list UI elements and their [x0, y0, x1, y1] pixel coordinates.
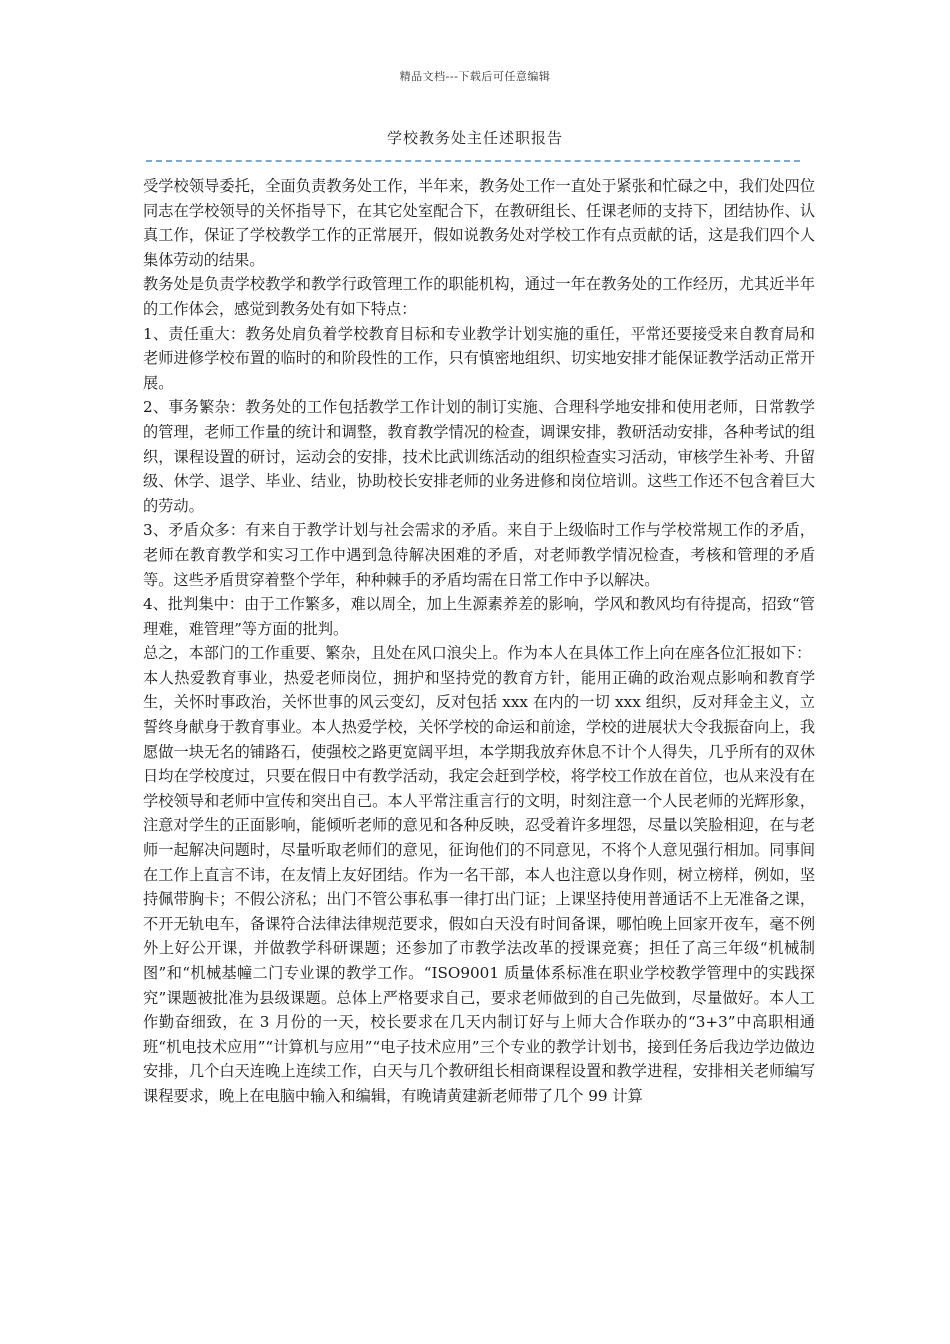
paragraph: 受学校领导委托，全面负责教务处工作，半年来，教务处工作一直处于紧张和忙碌之中，我们处四位同志在学校领导的关怀指导下，在其它处室配合下，在教研组长、任课老师的支持下，团结协作、认真工作，保证了学校教学工作的正常展开，假如说教务处对学校工作有点贡献的话，这是我们四个人集体劳动的结果。 — [143, 177, 815, 269]
paragraph: 2、事务繁杂：教务处的工作包括教学工作计划的制订实施、合理科学地安排和使用老师，日常教学的管理，老师工作量的统计和调整，教育教学情况的检查，调课安排，教研活动安排，各种考试的组织，课程设置的研讨，运动会的安排，技术比武训练活动的组织检查实习活动，审核学生补考、升留级、休学、退学、毕业、结业，协助校长安排老师的业务进修和岗位培训。这些工作还不包含着巨大的劳动。 — [143, 398, 815, 515]
header-note: 精品文档---下载后可任意编辑 — [399, 70, 551, 83]
paragraph: 教务处是负责学校教学和教学行政管理工作的职能机构，通过一年在教务处的工作经历，尤其近半年的工作体会，感觉到教务处有如下特点： — [143, 275, 815, 318]
document-body — [143, 174, 815, 1109]
paragraph: 3、矛盾众多：有来自于教学计划与社会需求的矛盾。来自于上级临时工作与学校常规工作的矛盾，老师在教育教学和实习工作中遇到急待解决困难的矛盾，对老师教学情况检查，考核和管理的矛盾等。这些矛盾贯穿着整个学年，种种棘手的矛盾均需在日常工作中予以解决。 — [143, 521, 815, 589]
paragraph: 1、责任重大：教务处肩负着学校教育目标和专业教学计划实施的重任，平常还要接受来自教育局和老师进修学校布置的临时的和阶段性的工作，只有慎密地组织、切实地安排才能保证教学活动正常开展。 — [143, 324, 815, 392]
paragraph: 总之，本部门的工作重要、繁杂，且处在风口浪尖上。作为本人在具体工作上向在座各位汇报如下： — [143, 644, 812, 663]
paragraph: 4、批判集中：由于工作繁多，难以周全，加上生源素养差的影响，学风和教风均有待提高，招致“管理难，难管理”等方面的批判。 — [143, 595, 815, 638]
paragraph: 本人热爱教育事业，热爱老师岗位，拥护和坚持党的教育方针，能用正确的政治观点影响和教育学生，关怀时事政治，关怀世事的风云变幻，反对包括 xxx 在内的一切 xxx 组织，反对拜金主义，立誓终身献身于教育事业。本人热爱学校，关怀学校的命运和前途，学校的进展状大令我振奋向上，我愿做一块无名的铺路石，使强校之路更宽阔平坦，本学期我放弃休息不计个人得失，几乎所有的双休日均在学校度过，只要在假日中有教学活动，我定会赶到学校，将学校工作放在首位，也从来没有在学校领导和老师中宣传和突出自己。本人平常注重言行的文明，时刻注意一个人民老师的光辉形象，注意对学生的正面影响，能倾听老师的意见和各种反映，忍受着许多埋怨，尽量以笑脸相迎，在与老师一起解决问题时，尽量听取老师们的意见，征询他们的不同意见，不将个人意见强行相加。同事间在工作上直言不讳，在友情上友好团结。作为一名干部，本人也注意以身作则，树立榜样，例如，坚持佩带胸卡；不假公济私；出门不管公事私事一律打出门证；上课坚持使用普通话不上无准备之课，不开无轨电车，备课符合法律法律规范要求，假如白天没有时间备课，哪怕晚上回家开夜车，毫不例外上好公开课，并做教学科研课题；还参加了市教学法改革的授课竞赛；担任了高三年级“机械制图”和“机械基幢二门专业课的教学工作。“ISO9001 质量体系标准在职业学校教学管理中的实践探究”课题被批准为县级课题。总体上严格要求自己，要求老师做到的自己先做到，尽量做好。本人工作勤奋细致，在 3 月份的一天，校长要求在几天内制订好与上师大合作联办的“3+3”中高职相通班“机电技术应用”“计算机与应用”“电子技术应用”三个专业的教学计划书，接到任务后我边学边做边安排，几个白天连晚上连续工作，白天与几个教研组长相商课程设置和教学进程，安排相关老师编写课程要求，晚上在电脑中输入和编辑，有晚请黄建新老师带了几个 99 计算 — [143, 668, 815, 1105]
title-divider — [146, 160, 800, 162]
document-title: 学校教务处主任述职报告 — [386, 129, 563, 147]
